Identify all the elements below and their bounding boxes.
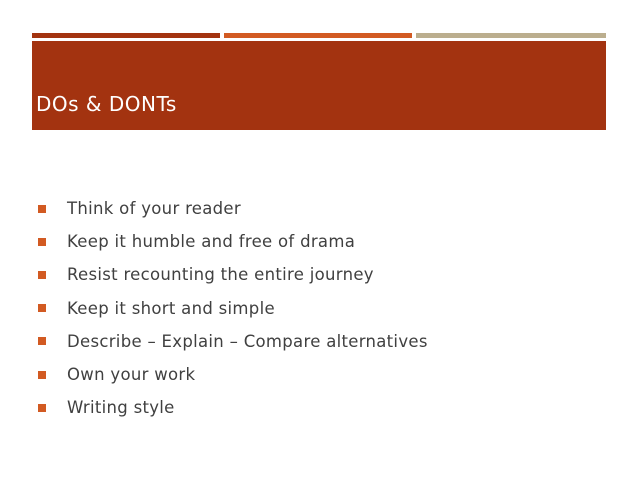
square-bullet-icon: [38, 205, 46, 213]
accent-strip-tan: [416, 33, 606, 38]
accent-strip-orange: [224, 33, 412, 38]
bullet-list: [38, 192, 428, 424]
title-band: [32, 41, 606, 130]
square-bullet-icon: [38, 271, 46, 279]
bullet-text: Own your work: [67, 365, 196, 385]
bullet-text: Describe – Explain – Compare alternatives: [67, 331, 428, 351]
bullet-item: [38, 192, 428, 225]
bullet-text: Keep it humble and free of drama: [67, 232, 356, 252]
bullet-item: [38, 225, 428, 258]
square-bullet-icon: [38, 404, 46, 412]
bullet-text: Writing style: [67, 398, 175, 418]
bullet-text: Resist recounting the entire journey: [67, 265, 374, 285]
bullet-item: [38, 391, 428, 424]
bullet-text: Keep it short and simple: [67, 298, 275, 318]
slide-title: DOs & DONTs: [36, 92, 177, 116]
bullet-item: [38, 258, 428, 291]
bullet-text: Think of your reader: [67, 199, 241, 219]
bullet-item: [38, 325, 428, 358]
square-bullet-icon: [38, 238, 46, 246]
square-bullet-icon: [38, 371, 46, 379]
square-bullet-icon: [38, 304, 46, 312]
bullet-item: [38, 292, 428, 325]
accent-strip-dark: [32, 33, 220, 38]
square-bullet-icon: [38, 337, 46, 345]
bullet-item: [38, 358, 428, 391]
